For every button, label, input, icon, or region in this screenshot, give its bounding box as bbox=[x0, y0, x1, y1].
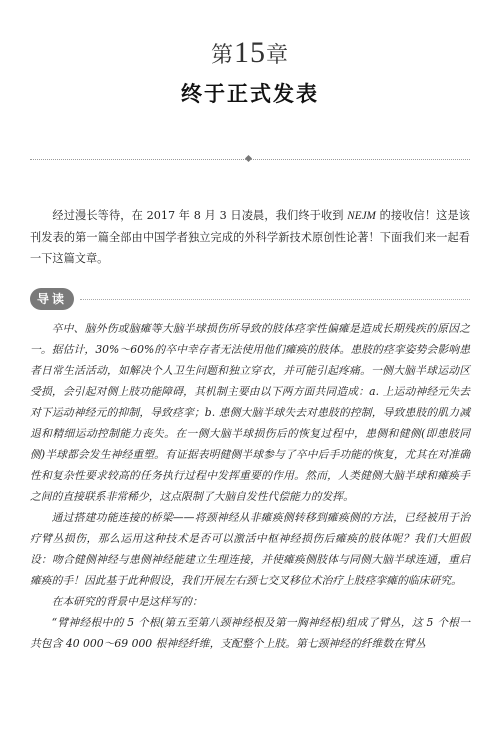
chapter-number-value: 15 bbox=[234, 36, 266, 69]
reading-guide-badge: 导读 bbox=[30, 288, 74, 310]
intro-text-after: 的接收信！这是该刊发表的第一篇全部由中国学者独立完成的外科学新技术原创性论著！下面我们来一起看一下这篇文章。 bbox=[30, 209, 470, 265]
reading-guide-body bbox=[30, 318, 470, 654]
chapter-number bbox=[0, 36, 500, 70]
divider-diamond-icon bbox=[245, 155, 252, 162]
chapter-header bbox=[0, 36, 500, 108]
chapter-title: 终于正式发表 bbox=[181, 82, 319, 106]
intro-text-before: 经过漫长等待，在 2017 年 8 月 3 日凌晨，我们终于收到 bbox=[52, 209, 348, 222]
chapter-suffix: 章 bbox=[266, 42, 290, 67]
reading-paragraph: 在本研究的背景中是这样写的： bbox=[51, 595, 203, 608]
reading-paragraph: 卒中、脑外伤或脑瘫等大脑半球损伤所导致的肢体痉挛性偏瘫是造成长期残疾的原因之一。据估计，30%～60%的卒中幸存者无法使用他们瘫痪的肢体。患肢的痉挛姿势会影响患者日常生活活动，如解决个人卫生问题和独立穿衣，并可能引起疼痛。一侧大脑半球运动区受损，会引起对侧上肢功能障碍，其机制主要由以下两方面共同造成：a. 上运动神经元失去对下运动神经元的抑制，导致痉挛；b. 患侧大脑半球失去对患肢的控制，导致患肢的肌力减退和精细运动控制能力丧失。在一侧大脑半球损伤后的恢复过程中，患侧和健侧(即患肢同侧)半球都会发生神经重塑。有证据表明健侧半球参与了卒中后手功能的恢复，尤其在对准确性和复杂性要求较高的任务执行过程中发挥重要的作用。然而，人类健侧大脑半球和瘫痪手之间的直接联系非常稀少，这点限制了大脑自发性代偿能力的发挥。 bbox=[30, 322, 470, 503]
chapter-prefix: 第 bbox=[210, 42, 234, 67]
reading-paragraph: “臂神经根中的 5 个根(第五至第八颈神经根及第一胸神经根)组成了臂丛，这 5 个根一共包含 40 000～69 000 根神经纤维，支配整个上肢。第七颈神经的纤维数在臂丛 bbox=[30, 616, 470, 650]
reading-paragraph: 通过搭建功能连接的桥梁——将颈神经从非瘫痪侧转移到瘫痪侧的方法，已经被用于治疗臂丛损伤，那么运用这种技术是否可以激活中枢神经损伤后瘫痪的肢体呢？我们大胆假设：吻合健侧神经与患侧神经能建立生理连接，并使瘫痪侧肢体与同侧大脑半球连通，重启瘫痪的手！因此基于此种假设，我们开展左右颈七交叉移位术治疗上肢痉挛瘫的临床研究。 bbox=[30, 511, 470, 587]
badge-divider bbox=[80, 299, 470, 300]
intro-paragraph bbox=[30, 205, 470, 269]
journal-name: NEJM bbox=[347, 210, 376, 222]
